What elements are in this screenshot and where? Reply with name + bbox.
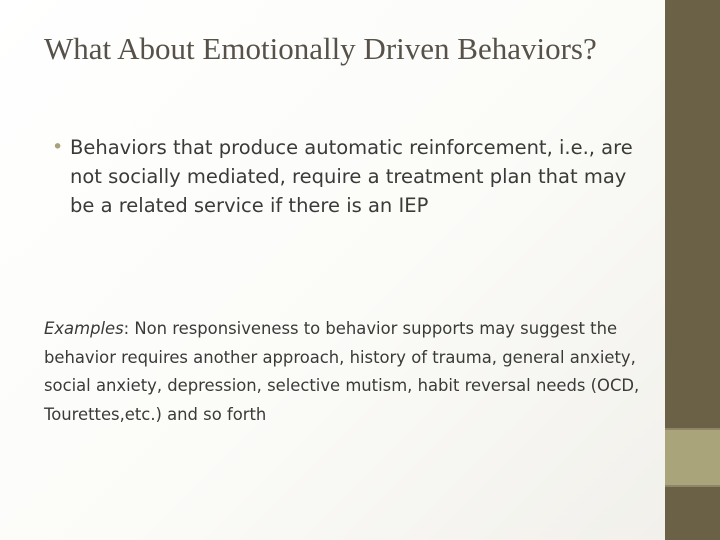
sidebar-accent-block xyxy=(665,430,720,485)
bullet-dot-icon: • xyxy=(52,136,64,158)
examples-paragraph xyxy=(44,315,644,429)
sidebar-divider-bottom xyxy=(665,485,720,487)
decorative-sidebar xyxy=(665,0,720,540)
bullet-list xyxy=(52,133,642,220)
slide-title: What About Emotionally Driven Behaviors? xyxy=(44,31,597,66)
bullet-item xyxy=(52,133,642,220)
examples-text: : Non responsiveness to behavior supports may suggest the behavior requires another approach, history of trauma, general anxiety, social anxiety, depression, selective mutism, habit reversal needs (OCD, Tourettes,etc.) and so forth xyxy=(44,319,640,424)
examples-label: Examples xyxy=(44,319,124,338)
bullet-text: Behaviors that produce automatic reinforcement, i.e., are not socially mediated, require a treatment plan that may be a related service if there is an IEP xyxy=(70,136,633,217)
